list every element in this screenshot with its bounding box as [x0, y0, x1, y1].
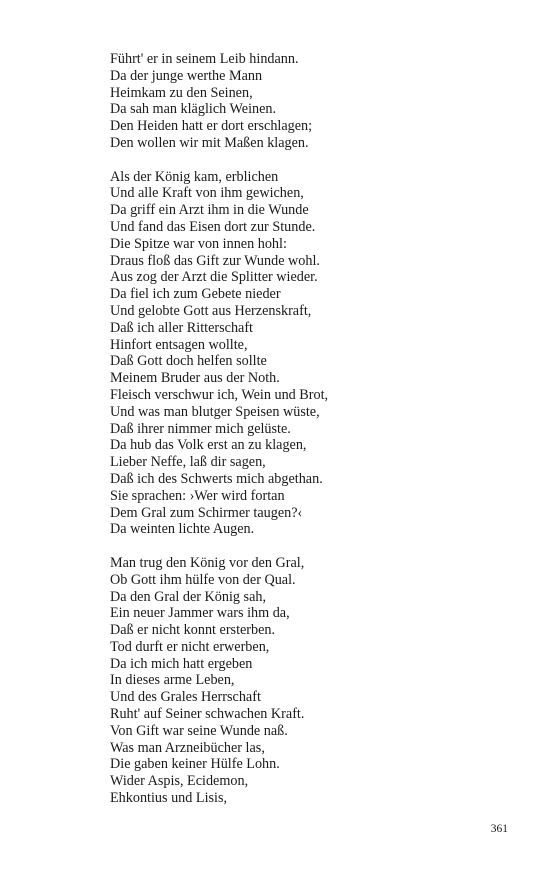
- verse-line: Daß ich aller Ritterschaft: [110, 319, 253, 336]
- verse-line: Da fiel ich zum Gebete nieder: [110, 286, 281, 303]
- verse-line: Meinem Bruder aus der Noth.: [110, 370, 280, 387]
- verse-line: Da sah man kläglich Weinen.: [110, 101, 277, 118]
- verse-line: Daß er nicht konnt ersterben.: [110, 622, 276, 639]
- verse-line: Und alle Kraft von ihm gewichen,: [110, 185, 304, 202]
- verse-line: Von Gift war seine Wunde naß.: [110, 722, 288, 739]
- stanza-1: [110, 51, 530, 152]
- verse-line: Dem Gral zum Schirmer taugen?‹: [110, 504, 303, 521]
- verse-line: Ehkontius und Lisis,: [110, 790, 228, 807]
- verse-line: Und was man blutger Speisen wüste,: [110, 403, 320, 420]
- poem-text: [110, 51, 530, 807]
- verse-line: Daß Gott doch helfen sollte: [110, 353, 267, 370]
- verse-line: Die gaben keiner Hülfe Lohn.: [110, 756, 280, 773]
- verse-line: Draus floß das Gift zur Wunde wohl.: [110, 252, 320, 269]
- verse-line: In dieses arme Leben,: [110, 672, 235, 689]
- verse-line: Daß ich des Schwerts mich abgethan.: [110, 470, 323, 487]
- verse-line: Da ich mich hatt ergeben: [110, 655, 253, 672]
- stanza-3: [110, 555, 530, 807]
- stanza-2: [110, 169, 530, 539]
- verse-line: Daß ihrer nimmer mich gelüste.: [110, 420, 291, 437]
- verse-line: Wider Aspis, Ecidemon,: [110, 773, 249, 790]
- verse-line: Fleisch verschwur ich, Wein und Brot,: [110, 386, 329, 403]
- verse-line: Ruht' auf Seiner schwachen Kraft.: [110, 706, 305, 723]
- verse-line: Und des Grales Herrschaft: [110, 689, 261, 706]
- verse-line: Da griff ein Arzt ihm in die Wunde: [110, 202, 309, 219]
- verse-line: Und gelobte Gott aus Herzenskraft,: [110, 302, 312, 319]
- verse-line: Den Heiden hatt er dort erschlagen;: [110, 118, 313, 135]
- verse-line: Aus zog der Arzt die Splitter wieder.: [110, 269, 318, 286]
- verse-line: Führt' er in seinem Leib hindann.: [110, 51, 299, 67]
- verse-line: Den wollen wir mit Maßen klagen.: [110, 134, 309, 151]
- verse-line: Da weinten lichte Augen.: [110, 521, 255, 538]
- page-number: 361: [490, 823, 508, 835]
- verse-line: Sie sprachen: ›Wer wird fortan: [110, 487, 285, 504]
- verse-line: Da den Gral der König sah,: [110, 588, 267, 605]
- verse-line: Ein neuer Jammer wars ihm da,: [110, 605, 290, 622]
- verse-line: Hinfort entsagen wollte,: [110, 336, 248, 353]
- verse-line: Da der junge werthe Mann: [110, 67, 263, 84]
- verse-line: Und fand das Eisen dort zur Stunde.: [110, 218, 316, 235]
- verse-line: Was man Arzneibücher las,: [110, 739, 265, 756]
- verse-line: Die Spitze war von innen hohl:: [110, 235, 287, 252]
- verse-line: Als der König kam, erblichen: [110, 168, 279, 185]
- verse-line: Da hub das Volk erst an zu klagen,: [110, 437, 307, 454]
- verse-line: Ob Gott ihm hülfe von der Qual.: [110, 571, 296, 588]
- verse-line: Lieber Neffe, laß dir sagen,: [110, 454, 266, 471]
- verse-line: Man trug den König vor den Gral,: [110, 554, 305, 571]
- verse-line: Tod durft er nicht erwerben,: [110, 638, 270, 655]
- verse-line: Heimkam zu den Seinen,: [110, 84, 253, 101]
